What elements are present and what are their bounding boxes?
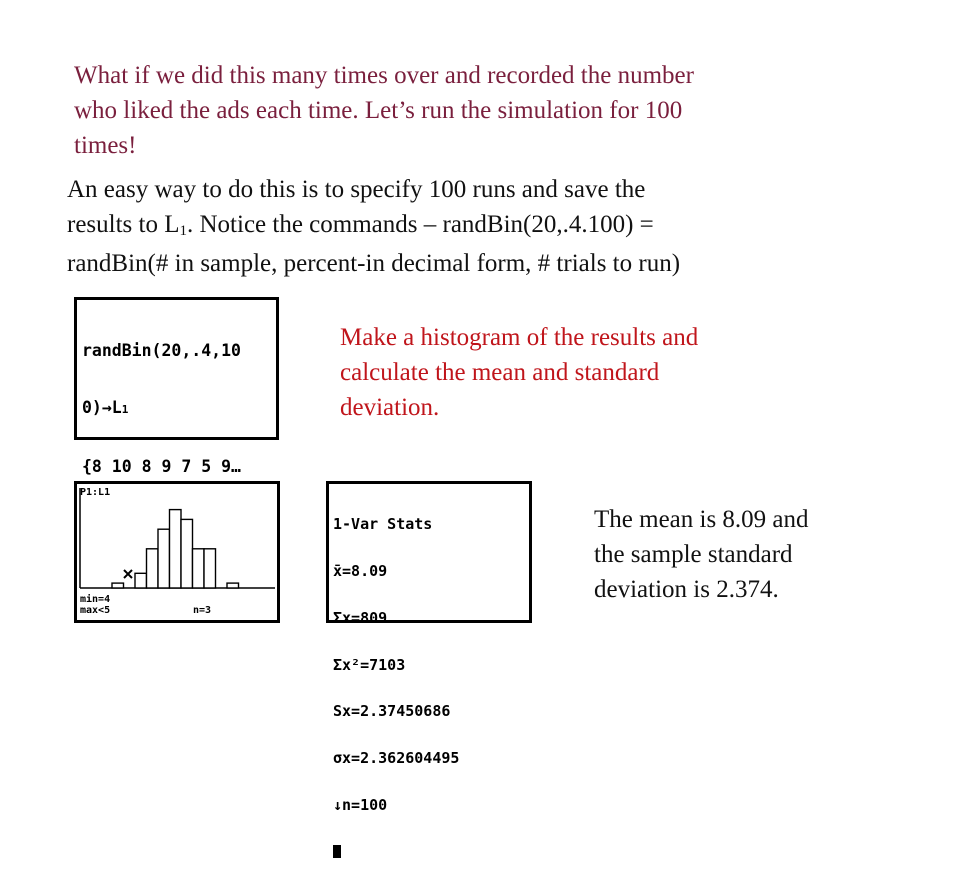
plot-label: P1:L1 <box>80 487 111 498</box>
intro-paragraph <box>74 58 874 163</box>
histogram-bar-5 <box>135 573 147 588</box>
stats-sum-x2: Σx²=7103 <box>333 655 406 674</box>
instructions-line-3: randBin(# in sample, percent-in decimal form, # trials to run) <box>67 250 681 277</box>
histogram-bar-10 <box>193 549 205 588</box>
stats-mean: x̄=8.09 <box>333 561 388 580</box>
trace-max: max<5 <box>80 605 111 616</box>
intro-line-2: who liked the ads each time. Let’s run the simulation for 100 <box>74 97 683 124</box>
histogram-note-line-1: Make a histogram of the results and <box>340 324 699 351</box>
calc-command-line-2 <box>82 398 241 419</box>
calculator-stats-screen <box>326 481 532 814</box>
histogram-bar-11 <box>204 549 216 588</box>
calc-result-line: {8 10 8 9 7 5 9… <box>82 457 241 476</box>
list-subscript: 1 <box>179 223 187 239</box>
result-note-line-2: the sample standard <box>594 541 793 568</box>
histogram-note-line-3: deviation. <box>340 394 440 421</box>
stats-sx: Sx=2.37450686 <box>333 702 451 721</box>
instructions-line-2a: results to L <box>67 211 180 238</box>
intro-line-1: What if we did this many times over and recorded the number <box>74 62 694 89</box>
stats-title: 1-Var Stats <box>333 515 433 534</box>
stats-cursor-icon <box>333 845 341 858</box>
calc-command-line-2-pre: 0)→L <box>82 398 122 417</box>
calc-command-line-1: randBin(20,.4,10 <box>82 341 241 360</box>
stats-sigma-x: σx=2.362604495 <box>333 749 460 768</box>
calc-list-subscript: 1 <box>121 403 129 416</box>
calculator-home-screen <box>74 297 279 476</box>
instructions-paragraph <box>67 172 887 281</box>
result-note-line-1: The mean is 8.09 and <box>594 506 809 533</box>
histogram-note-line-2: calculate the mean and standard <box>340 359 660 386</box>
result-note <box>594 502 924 607</box>
stats-n: ↓n=100 <box>333 795 388 814</box>
instructions-line-2b: . Notice the commands – randBin(20,.4.100) = <box>187 211 654 238</box>
stats-sum-x: Σx=809 <box>333 608 388 627</box>
calculator-histogram-screen <box>74 481 280 623</box>
histogram-bar-6 <box>147 549 159 588</box>
histogram-bar-3 <box>112 583 124 588</box>
trace-cursor-icon <box>124 570 132 578</box>
instructions-line-1: An easy way to do this is to specify 100 runs and save the <box>67 176 646 203</box>
intro-line-3: times! <box>74 132 137 159</box>
histogram-note <box>340 320 810 425</box>
instructions-line-2 <box>67 207 887 246</box>
result-note-line-3: deviation is 2.374. <box>594 576 779 603</box>
histogram-bar-13 <box>227 583 239 588</box>
histogram-bar-7 <box>158 529 170 588</box>
histogram-bar-9 <box>181 519 193 588</box>
trace-n: n=3 <box>193 605 212 616</box>
trace-min: min=4 <box>80 594 111 605</box>
histogram-bar-8 <box>170 510 182 588</box>
